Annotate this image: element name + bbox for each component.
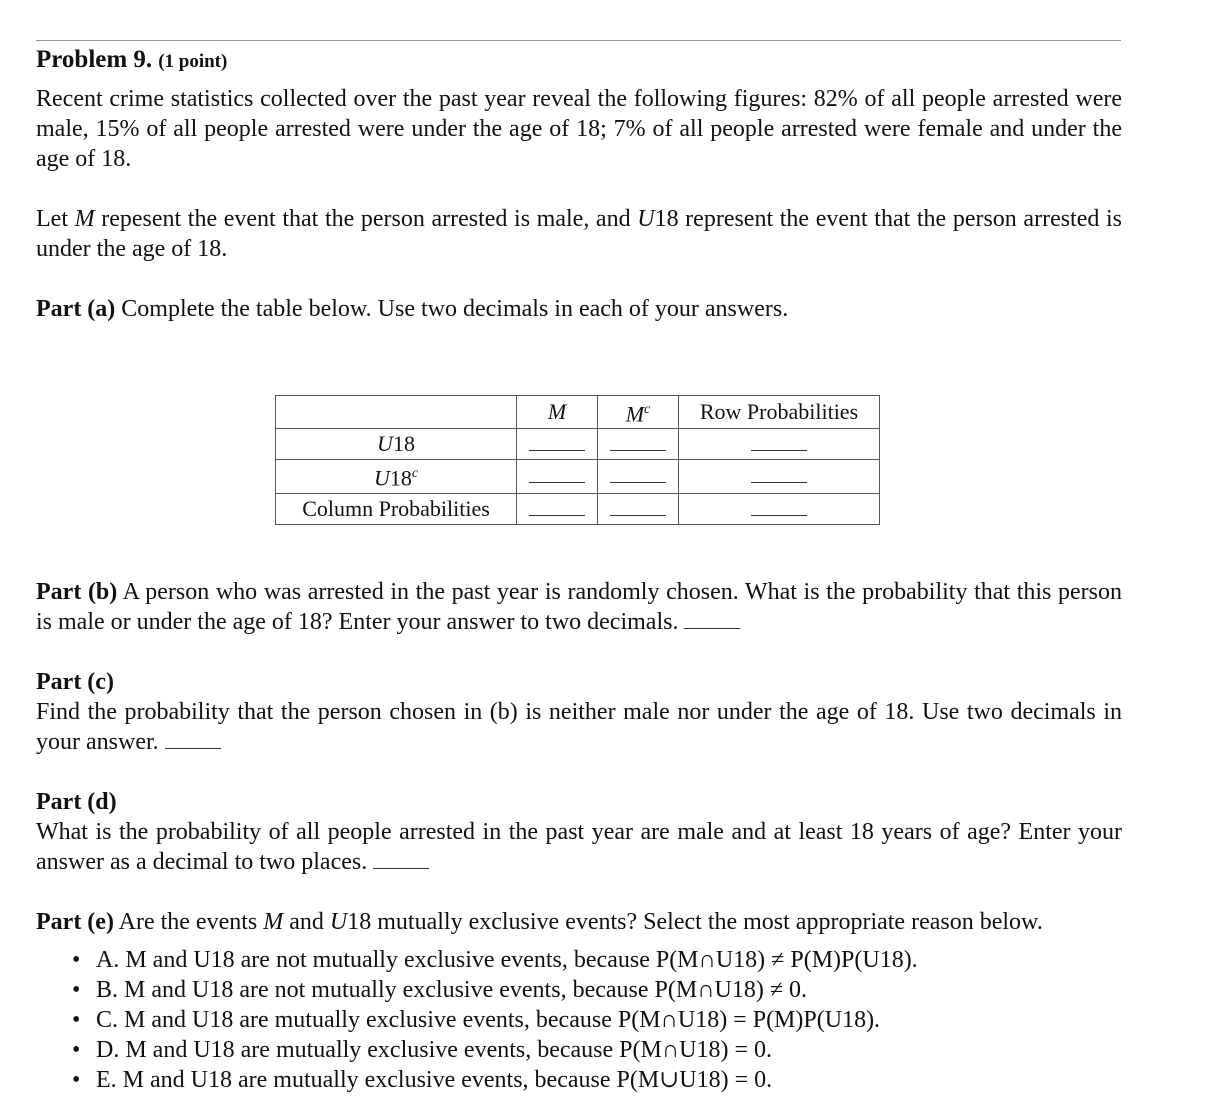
answer-blank-u18c-mc[interactable]: [598, 460, 679, 493]
answer-blank-u18c-m[interactable]: [517, 460, 598, 493]
option-c[interactable]: • C. M and U18 are mutually exclusive events, because P(M∩U18) = P(M)P(U18).: [96, 1005, 1122, 1035]
table-row-u18: [276, 429, 880, 460]
part-b-label: Part (b): [36, 579, 118, 605]
top-divider: [36, 40, 1121, 41]
header-empty-cell: [276, 396, 517, 429]
part-c-answer-blank[interactable]: [165, 730, 221, 749]
answer-blank-u18c-row[interactable]: [679, 460, 880, 493]
header-m: M: [517, 396, 598, 429]
part-a-label: Part (a): [36, 296, 116, 322]
part-e: Part (e) Are the events M and U18 mutually exclusive events? Select the most appropriate reason below. • A. M and U18 are not mutually exclusive events, because P(M∩U18) ≠ P(M)P(U18). • B. M and U18 are not mutually exclusive events, because P(M∩U18) ≠ 0. • C. M and U18 are mutually exclusive events, because P(M∩U18) = P(M)P(U18). • D. M and U18 are mutually exclusive events, because P(M∩U18) = 0. • E. M and U18 are mutually exclusive events, because P(M∪U18) = 0.: [36, 907, 1122, 1095]
answer-blank-col-mc[interactable]: [598, 493, 679, 524]
problem-number: Problem 9.: [36, 46, 153, 73]
table-header-row: [276, 396, 880, 429]
part-e-options: [36, 945, 1122, 1095]
problem-content: [36, 45, 1123, 1093]
part-a-prompt: [36, 294, 1122, 324]
answer-blank-u18-m[interactable]: [517, 429, 598, 460]
table-row-u18c: [276, 460, 880, 493]
let-text-3: 18 represent the event that the person arrested is under the age of 18.: [36, 206, 1123, 262]
var-m: M: [74, 206, 95, 232]
part-d-answer-blank[interactable]: [373, 850, 429, 869]
row-label-u18c: U18$^c$: [276, 460, 517, 493]
part-d: [36, 787, 1122, 877]
var-u: U: [637, 206, 655, 232]
part-c-label: Part (c): [36, 669, 114, 695]
answer-blank-u18-mc[interactable]: [598, 429, 679, 460]
answer-blank-u18-row[interactable]: [679, 429, 880, 460]
part-e-label: Part (e): [36, 909, 114, 935]
part-d-text: What is the probability of all people arrested in the past year are male and at least 18 years of age? Enter your answer as a decimal to two places.: [36, 819, 1122, 875]
row-label-column-probabilities: Column Probabilities: [276, 493, 517, 524]
let-text-2: repesent the event that the person arrested is male, and: [94, 206, 638, 232]
option-d[interactable]: • D. M and U18 are mutually exclusive events, because P(M∩U18) = 0.: [96, 1035, 1122, 1065]
part-c-text: Find the probability that the person chosen in (b) is neither male nor under the age of 18. Use two decimals in your answer.: [36, 699, 1122, 755]
part-b: [36, 577, 1122, 637]
part-a-text: Complete the table below. Use two decimals in each of your answers.: [115, 296, 789, 322]
problem-title: [36, 45, 1122, 75]
problem-points: (1 point): [158, 51, 228, 72]
probability-table: [275, 395, 880, 525]
option-a[interactable]: • A. M and U18 are not mutually exclusive events, because P(M∩U18) ≠ P(M)P(U18).: [96, 945, 1122, 975]
header-m-complement: $M^c$: [598, 396, 679, 429]
part-b-text: A person who was arrested in the past year is randomly chosen. What is the probability that this person is male or under the age of 18? Enter your answer to two decimals.: [36, 579, 1123, 635]
row-label-u18: U18: [276, 429, 517, 460]
table-row-column-probabilities: [276, 493, 880, 524]
let-text-1: Let: [36, 206, 75, 232]
part-b-answer-blank[interactable]: [684, 610, 740, 629]
option-b[interactable]: • B. M and U18 are not mutually exclusive events, because P(M∩U18) ≠ 0.: [96, 975, 1122, 1005]
answer-blank-col-m[interactable]: [517, 493, 598, 524]
option-e[interactable]: • E. M and U18 are mutually exclusive events, because P(M∪U18) = 0.: [96, 1065, 1122, 1095]
answer-blank-col-row[interactable]: [679, 493, 880, 524]
intro-definitions: [36, 204, 1122, 264]
part-c: [36, 667, 1122, 757]
intro-stats-text: Recent crime statistics collected over the past year reveal the following figures: 82% of all people arrested were male, 15% of all people arrested were under the age of 18; 7% of all people arrested were female and under the age of 18.: [36, 86, 1122, 172]
part-d-label: Part (d): [36, 789, 117, 815]
intro-statistics: [36, 84, 1122, 174]
header-row-probabilities: Row Probabilities: [679, 396, 880, 429]
